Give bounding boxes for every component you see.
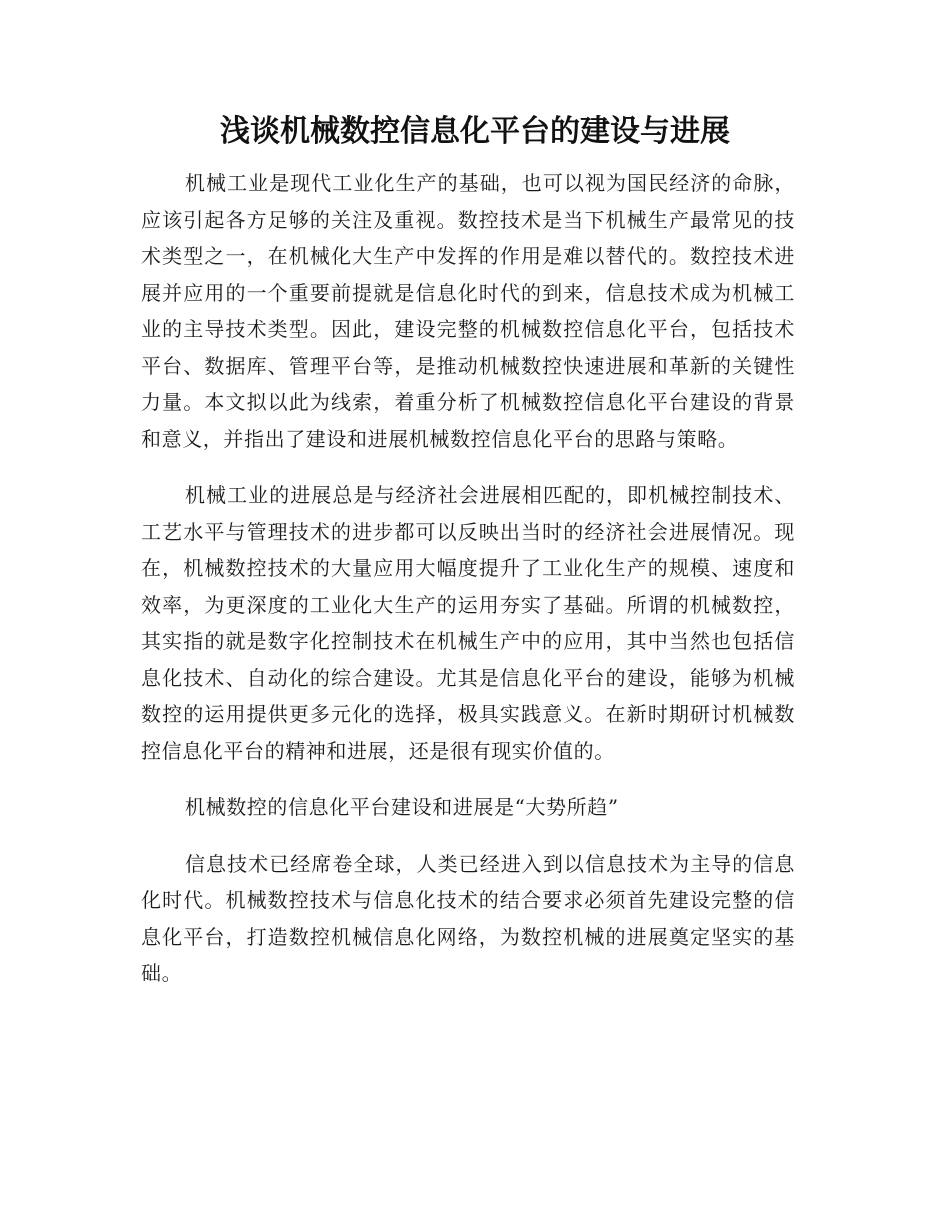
section-heading: 机械数控的信息化平台建设和进展是“大势所趋” — [185, 795, 619, 819]
document-title: 浅谈机械数控信息化平台的建设与进展 — [220, 114, 730, 149]
paragraph-section-body: 信息技术已经席卷全球，人类已经进入到以信息技术为主导的信息化时代。机械数控技术与信息化技术的结合要求必须首先建设完整的信息化平台，打造数控机械信息化网络，为数控机械的进展奠定坚实的基础。 — [141, 851, 795, 985]
document-body — [141, 165, 795, 1012]
paragraph-intro: 机械工业是现代工业化生产的基础，也可以视为国民经济的命脉，应该引起各方足够的关注及重视。数控技术是当下机械生产最常见的技术类型之一，在机械化大生产中发挥的作用是难以替代的。数控技术进展并应用的一个重要前提就是信息化时代的到来，信息技术成为机械工业的主导技术类型。因此，建设完整的机械数控信息化平台，包括技术平台、数据库、管理平台等，是推动机械数控快速进展和革新的关键性力量。本文拟以此为线索，着重分析了机械数控信息化平台建设的背景和意义，并指出了建设和进展机械数控信息化平台的思路与策略。 — [141, 171, 795, 451]
paragraph-background: 机械工业的进展总是与经济社会进展相匹配的，即机械控制技术、工艺水平与管理技术的进步都可以反映出当时的经济社会进展情况。现在，机械数控技术的大量应用大幅度提升了工业化生产的规模、速度和效率，为更深度的工业化大生产的运用夯实了基础。所谓的机械数控，其实指的就是数字化控制技术在机械生产中的应用，其中当然也包括信息化技术、自动化的综合建设。尤其是信息化平台的建设，能够为机械数控的运用提供更多元化的选择，极具实践意义。在新时期研讨机械数控信息化平台的精神和进展，还是很有现实价值的。 — [141, 483, 795, 763]
